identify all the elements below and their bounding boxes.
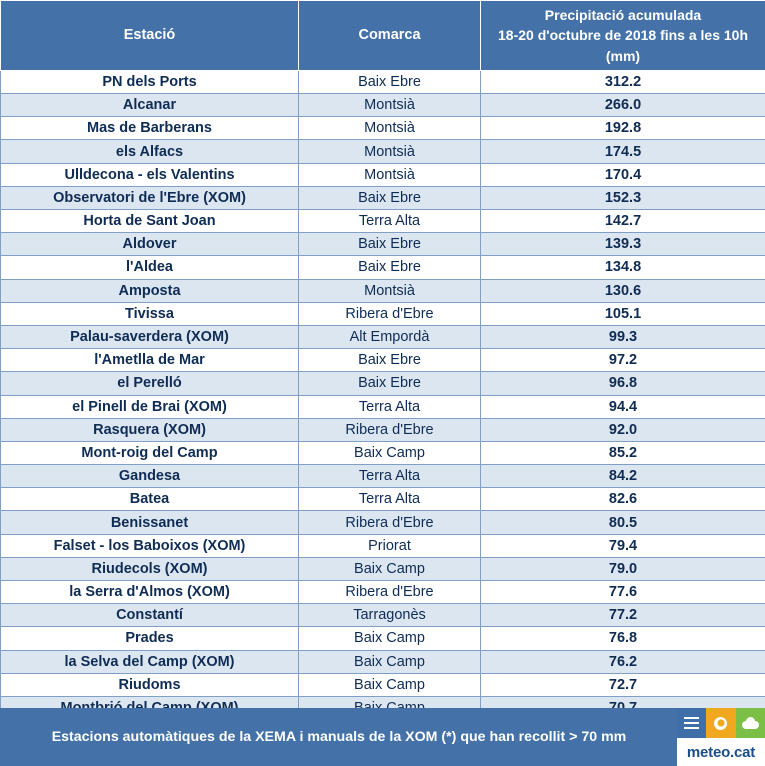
cell-station: la Selva del Camp (XOM) [1, 650, 299, 673]
cell-precipitation: 312.2 [481, 70, 765, 93]
cell-precipitation: 84.2 [481, 465, 765, 488]
menu-bars-icon [677, 708, 706, 738]
cell-precipitation: 77.2 [481, 604, 765, 627]
bars-glyph [684, 717, 699, 730]
table-row [1, 140, 765, 163]
table-row [1, 441, 765, 464]
table-row [1, 325, 765, 348]
cell-comarca: Montsià [299, 94, 481, 117]
cell-station: Alcanar [1, 94, 299, 117]
cell-precipitation: 94.4 [481, 395, 765, 418]
table-row [1, 163, 765, 186]
cell-precipitation: 170.4 [481, 163, 765, 186]
cell-station: Observatori de l'Ebre (XOM) [1, 186, 299, 209]
cell-precipitation: 139.3 [481, 233, 765, 256]
cell-comarca: Baix Ebre [299, 349, 481, 372]
sun-glyph [714, 717, 727, 730]
table-row [1, 418, 765, 441]
table-row [1, 70, 765, 93]
brand-logo [677, 708, 765, 766]
cell-precipitation: 76.8 [481, 627, 765, 650]
cell-precipitation: 92.0 [481, 418, 765, 441]
cell-precipitation: 142.7 [481, 210, 765, 233]
cell-comarca: Ribera d'Ebre [299, 418, 481, 441]
table-row [1, 395, 765, 418]
cell-comarca: Baix Camp [299, 650, 481, 673]
cell-comarca: Ribera d'Ebre [299, 511, 481, 534]
table-row [1, 372, 765, 395]
column-header-precipitation-line3: (mm) [605, 47, 641, 64]
table-row [1, 673, 765, 696]
column-header-precipitation-line1: Precipitació acumulada [544, 7, 702, 23]
table-row [1, 627, 765, 650]
brand-wordmark [677, 738, 765, 766]
cell-comarca: Terra Alta [299, 395, 481, 418]
cell-station: Aldover [1, 233, 299, 256]
cell-station: el Perelló [1, 372, 299, 395]
table-body [1, 70, 765, 719]
cell-station: els Alfacs [1, 140, 299, 163]
column-header-comarca: Comarca [299, 1, 481, 71]
table-row [1, 581, 765, 604]
cell-station: Horta de Sant Joan [1, 210, 299, 233]
cell-precipitation: 82.6 [481, 488, 765, 511]
table-row [1, 256, 765, 279]
table-row [1, 488, 765, 511]
cell-precipitation: 96.8 [481, 372, 765, 395]
table-row [1, 94, 765, 117]
cell-precipitation: 192.8 [481, 117, 765, 140]
footer-bar [0, 708, 765, 766]
cell-comarca: Alt Empordà [299, 325, 481, 348]
brand-icon-strip [677, 708, 765, 738]
cell-comarca: Baix Ebre [299, 256, 481, 279]
cell-station: l'Ametlla de Mar [1, 349, 299, 372]
cell-comarca: Baix Ebre [299, 70, 481, 93]
cell-station: Mont-roig del Camp [1, 441, 299, 464]
cell-precipitation: 80.5 [481, 511, 765, 534]
cell-station: Falset - los Baboixos (XOM) [1, 534, 299, 557]
cell-station: PN dels Ports [1, 70, 299, 93]
cell-station: Ulldecona - els Valentins [1, 163, 299, 186]
table-header [1, 1, 765, 71]
cell-station: la Serra d'Almos (XOM) [1, 581, 299, 604]
cell-precipitation: 266.0 [481, 94, 765, 117]
cell-comarca: Montsià [299, 117, 481, 140]
column-header-precipitation [481, 1, 765, 71]
table-row [1, 302, 765, 325]
cell-station: Riudoms [1, 673, 299, 696]
table-row [1, 604, 765, 627]
table-row [1, 650, 765, 673]
table-row [1, 349, 765, 372]
cloud-glyph [742, 717, 759, 729]
cell-station: Amposta [1, 279, 299, 302]
table-row [1, 465, 765, 488]
cell-precipitation: 79.0 [481, 557, 765, 580]
table-row [1, 279, 765, 302]
cell-station: Batea [1, 488, 299, 511]
cell-comarca: Baix Ebre [299, 372, 481, 395]
table-row [1, 511, 765, 534]
column-header-precipitation-line2: 18-20 d'octubre de 2018 fins a les 10h [498, 27, 748, 44]
cell-precipitation: 79.4 [481, 534, 765, 557]
cell-precipitation: 76.2 [481, 650, 765, 673]
cell-station: l'Aldea [1, 256, 299, 279]
cell-precipitation: 97.2 [481, 349, 765, 372]
cell-comarca: Ribera d'Ebre [299, 581, 481, 604]
footer-note: Estacions automàtiques de la XEMA i manuals de la XOM (*) que han recollit > 70 mm [51, 729, 627, 745]
cell-station: Mas de Barberans [1, 117, 299, 140]
cell-precipitation: 105.1 [481, 302, 765, 325]
cell-station: el Pinell de Brai (XOM) [1, 395, 299, 418]
table-row [1, 117, 765, 140]
cell-comarca: Baix Ebre [299, 233, 481, 256]
sun-icon [706, 708, 735, 738]
cell-precipitation: 77.6 [481, 581, 765, 604]
cell-station: Rasquera (XOM) [1, 418, 299, 441]
cell-comarca: Tarragonès [299, 604, 481, 627]
cell-comarca: Montsià [299, 163, 481, 186]
cell-comarca: Baix Camp [299, 557, 481, 580]
cell-comarca: Baix Camp [299, 627, 481, 650]
cell-precipitation: 174.5 [481, 140, 765, 163]
cell-comarca: Priorat [299, 534, 481, 557]
cell-comarca: Ribera d'Ebre [299, 302, 481, 325]
table-row [1, 186, 765, 209]
column-header-station: Estació [1, 1, 299, 71]
cell-precipitation: 99.3 [481, 325, 765, 348]
table-row [1, 557, 765, 580]
brand-wordmark-text: meteo.cat [686, 743, 756, 761]
cell-comarca: Terra Alta [299, 210, 481, 233]
table-row [1, 534, 765, 557]
cell-comarca: Terra Alta [299, 488, 481, 511]
cell-station: Benissanet [1, 511, 299, 534]
cell-station: Prades [1, 627, 299, 650]
cell-comarca: Baix Camp [299, 673, 481, 696]
table-row [1, 233, 765, 256]
cell-station: Tivissa [1, 302, 299, 325]
cell-comarca: Baix Camp [299, 441, 481, 464]
header-row [1, 1, 765, 71]
cell-precipitation: 134.8 [481, 256, 765, 279]
cell-station: Palau-saverdera (XOM) [1, 325, 299, 348]
cloud-icon [736, 708, 765, 738]
cell-precipitation: 152.3 [481, 186, 765, 209]
cell-comarca: Montsià [299, 279, 481, 302]
cell-precipitation: 72.7 [481, 673, 765, 696]
cell-station: Gandesa [1, 465, 299, 488]
cell-station: Riudecols (XOM) [1, 557, 299, 580]
cell-comarca: Baix Ebre [299, 186, 481, 209]
cell-station: Constantí [1, 604, 299, 627]
cell-precipitation: 85.2 [481, 441, 765, 464]
cell-precipitation: 130.6 [481, 279, 765, 302]
table-row [1, 210, 765, 233]
cell-comarca: Terra Alta [299, 465, 481, 488]
cell-comarca: Montsià [299, 140, 481, 163]
